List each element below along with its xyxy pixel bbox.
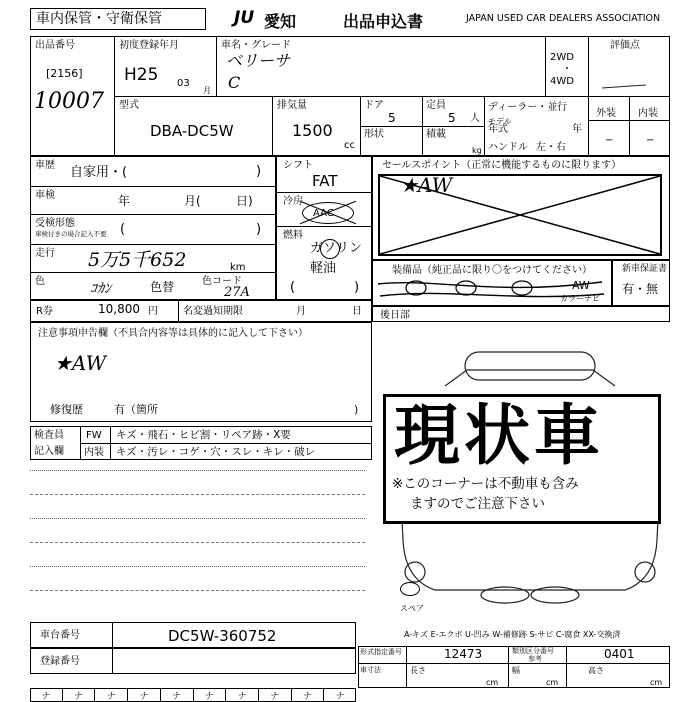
shape-label: 形状 — [364, 129, 384, 140]
stamp-main: 現状車 — [394, 397, 604, 474]
name-change-day: 日 — [352, 306, 362, 317]
dealer-year-label: 年式 — [488, 124, 508, 135]
lot-bracket: [2156] — [46, 67, 83, 80]
mileage-unit: km — [230, 262, 246, 273]
dealer-label: ディーラー・並行 — [488, 102, 568, 113]
form-title: 出品申込書 — [343, 12, 424, 31]
warranty-label: 新車保証書 — [622, 264, 668, 274]
inspector-label-2: 記入欄 — [34, 446, 64, 457]
class-number-value: 0401 — [604, 647, 635, 661]
bottom-cell: ナ — [226, 689, 259, 701]
rear-section — [372, 306, 670, 322]
reception-sub: 車検付きの場合記入不要 — [35, 230, 107, 238]
shift-label: シフト — [283, 160, 313, 171]
recycle-label: R券 — [36, 306, 53, 317]
reception-label: 受検形態 — [35, 218, 75, 229]
reception-open: ( — [120, 222, 126, 237]
inspection-year: 年 — [118, 194, 131, 208]
rating-exterior-label: 外装 — [596, 108, 616, 119]
dealer-year-unit: 年 — [572, 124, 582, 135]
doors-value: 5 — [388, 111, 396, 125]
handle-value: 左・右 — [536, 142, 566, 153]
registration-label: 登録番号 — [40, 656, 80, 667]
inspection-day: 日) — [236, 194, 253, 208]
logo-prefecture: 愛知 — [264, 12, 297, 31]
drive-2wd: 2WD — [550, 52, 574, 63]
fuel-label: 燃料 — [283, 230, 303, 241]
rating-label: 評価点 — [610, 40, 640, 51]
car-name-label: 車名・グレード — [221, 40, 291, 51]
dims-length-cm: cm — [486, 678, 499, 687]
equipment-label: 装備品（純正品に限り〇をつけてください） — [392, 265, 592, 276]
car-name: ベリーサ — [226, 51, 291, 70]
ju-logo: JU — [234, 8, 255, 28]
stamp-note-1: ※このコーナーは不動車も含み — [392, 476, 579, 492]
repair-label: 修復歴 — [50, 403, 83, 416]
chassis-label: 車台番号 — [40, 630, 80, 641]
ac-label: 冷房 — [283, 196, 303, 207]
recycle-unit: 円 — [148, 306, 158, 317]
class-ref-label: 参考 — [528, 655, 542, 663]
fuel-circle — [320, 239, 340, 259]
name-change-month: 月 — [296, 306, 306, 317]
handle-label: ハンドル — [488, 142, 528, 153]
sales-point-label: セールスポイント（正常に機能するものに限ります） — [382, 160, 622, 171]
color-value: ｺｶﾝ — [90, 281, 111, 297]
mileage-label: 走行 — [35, 248, 55, 259]
dims-height-cm: cm — [650, 678, 663, 687]
capacity-value: 5 — [448, 111, 456, 125]
history-label: 車歴 — [35, 160, 55, 171]
rating-exterior-value: − — [605, 135, 614, 146]
fuel-paren-close: ) — [354, 280, 360, 295]
bottom-cell: ナ — [335, 692, 345, 702]
association-name: JAPAN USED CAR DEALERS ASSOCIATION — [466, 13, 661, 24]
displacement-unit: cc — [344, 140, 355, 151]
doors-label: ドア — [364, 100, 384, 111]
chassis-value: DC5W-360752 — [168, 627, 277, 645]
capacity-label: 定員 — [426, 100, 446, 111]
bottom-cell: ナ — [161, 689, 194, 701]
type-number-label: 形式指定番号 — [360, 648, 402, 656]
displacement-label: 排気量 — [277, 100, 307, 111]
notes-label: 注意事項申告欄（不具合内容等は具体的に記入して下さい） — [38, 328, 308, 339]
capacity-unit: 人 — [470, 113, 480, 124]
damage-legend: A-キズ E-エクボ U-凹み W-補修跡 S-サビ C-腐食 XX-交換済 — [404, 630, 621, 639]
first-reg-month-unit: 月 — [203, 86, 211, 95]
dealer-model-label: モデル — [488, 117, 512, 126]
bottom-cell: ナ — [63, 689, 96, 701]
color-code-label: 色コード — [202, 276, 242, 287]
storage-badge-text: 車内保管・守衛保管 — [36, 11, 162, 27]
inspection-month: 月( — [184, 194, 201, 208]
fuel-gasoline: ガソリン — [310, 241, 363, 256]
repair-value: 有（箇所 — [114, 403, 158, 416]
color-change-label: 色替 — [150, 280, 175, 294]
color-label: 色 — [35, 276, 45, 287]
mileage-value: 5万5千652 — [88, 249, 187, 271]
equipment-aw: AW — [572, 279, 590, 292]
shift-value: FAT — [312, 172, 338, 190]
warranty-value: 有・無 — [622, 282, 659, 296]
recycle-value: 10,800 — [98, 302, 140, 316]
bottom-cell: ナ — [259, 689, 292, 701]
reception-close: ) — [256, 222, 262, 237]
drive-sep: ・ — [562, 64, 572, 75]
first-reg-month: 03 — [177, 78, 190, 89]
load-label: 積載 — [426, 129, 446, 140]
bottom-row-cells — [30, 689, 356, 701]
type-number-value: 12473 — [444, 647, 483, 661]
inspection-label: 車検 — [35, 190, 55, 201]
bottom-cell: ナ — [128, 689, 161, 701]
equipment-note: カラーナビ — [560, 294, 600, 303]
dims-length: 長さ — [410, 666, 426, 675]
lot-number: 10007 — [34, 89, 104, 114]
history-close: ) — [256, 164, 262, 179]
inspector-fw-items: キズ・飛石・ヒビ割・リペア跡・X要 — [116, 429, 291, 441]
name-change-label: 名変過知期限 — [183, 306, 243, 317]
drive-4wd: 4WD — [550, 76, 574, 87]
spare-tire-icon — [400, 582, 420, 596]
rear-seat-label: 後日部 — [380, 310, 410, 321]
sales-point-handwritten: ★AW — [400, 173, 453, 197]
inspector-interior-items: キズ・汚レ・コゲ・穴・スレ・キレ・破レ — [116, 446, 316, 458]
load-unit: kg — [472, 146, 482, 155]
model-value: DBA-DC5W — [150, 122, 234, 140]
car-grade: C — [228, 73, 241, 92]
repair-close: ) — [354, 403, 359, 416]
dims-size-label: 車寸法 — [360, 666, 381, 674]
history-value: 自家用・( — [70, 165, 128, 180]
fuel-paren-open: ( — [290, 280, 296, 295]
inspector-label-1: 検査員 — [34, 430, 64, 441]
notes-handwritten: ★AW — [54, 351, 107, 375]
bottom-cell: ナ — [30, 689, 63, 701]
fuel-diesel: 軽油 — [310, 261, 337, 276]
dims-width-cm: cm — [546, 678, 559, 687]
displacement-value: 1500 — [292, 121, 333, 140]
stamp-note-2: ますのでご注意下さい — [410, 496, 545, 512]
inspector-fw: FW — [86, 430, 102, 441]
dims-width: 幅 — [512, 666, 520, 675]
dims-height: 高さ — [588, 666, 604, 675]
ac-value: AAC — [313, 208, 334, 219]
model-label: 型式 — [119, 100, 139, 111]
inspector-interior: 内装 — [84, 447, 104, 458]
class-number-label: 類別区分番号 — [512, 647, 554, 655]
first-reg-year: H25 — [124, 65, 159, 85]
spare-label: スペア — [400, 604, 424, 613]
bottom-cell: ナ — [95, 689, 128, 701]
bottom-cell: ナ — [194, 689, 227, 701]
rating-interior-value: − — [646, 135, 655, 146]
bottom-cell: ナ — [292, 689, 325, 701]
first-reg-label: 初度登録年月 — [119, 40, 179, 51]
lot-label: 出品番号 — [35, 40, 75, 51]
color-code-value: 27A — [224, 285, 250, 300]
rating-interior-label: 内装 — [638, 108, 658, 119]
